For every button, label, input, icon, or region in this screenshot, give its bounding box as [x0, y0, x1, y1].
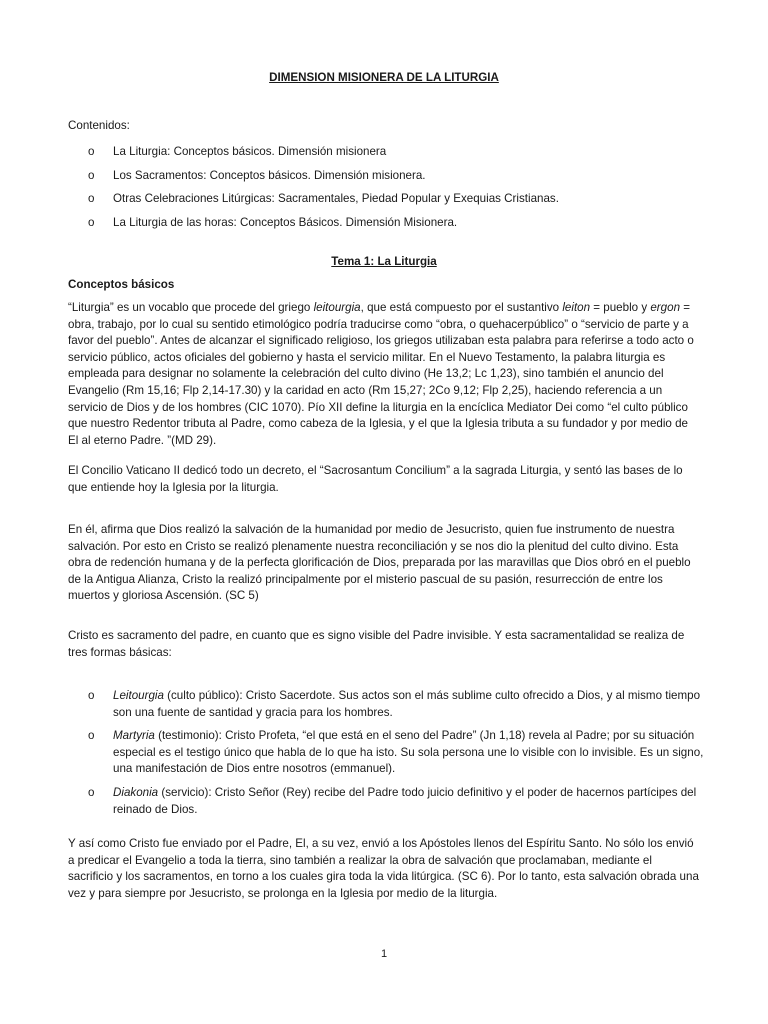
- section-heading: Conceptos básicos: [68, 278, 175, 291]
- bullet-mark: o: [88, 145, 95, 158]
- list-item: o Los Sacramentos: Conceptos básicos. Dimensión misionera.: [68, 164, 708, 188]
- contents-list: [68, 140, 708, 234]
- list-item: o La Liturgia de las horas: Conceptos Básicos. Dimensión Misionera.: [68, 211, 708, 235]
- paragraph-apostoles: Y así como Cristo fue enviado por el Padre, El, a su vez, envió a los Apóstoles llenos del Espíritu Santo. No sólo los envió a predicar el Evangelio a toda la tierra, sino también a realizar la obra de salvación que proclamaban, mediante el sacrificio y los sacramentos, en torno a los cuales gira toda la vida litúrgica. (SC 6). Por lo tanto, esta salvación obrada una vez y para siempre por Jesucristo, se prolonga en la Iglesia por medio de la liturgia.: [68, 837, 699, 900]
- list-item: o Leitourgia (culto público): Cristo Sacerdote. Sus actos son el más sublime culto ofrecido a Dios, y al mismo tiempo son una fuente de santidad y gracia para los hombres.: [88, 689, 701, 719]
- bullet-mark: o: [88, 215, 95, 229]
- list-item: o Otras Celebraciones Litúrgicas: Sacramentales, Piedad Popular y Exequias Cristianas.: [68, 187, 708, 211]
- bullet-mark: o: [88, 192, 95, 206]
- bullet-mark: o: [88, 729, 95, 743]
- paragraph-sacramento: Cristo es sacramento del padre, en cuanto que es signo visible del Padre invisible. Y esta sacramentalidad se realiza de tres formas básicas:: [68, 629, 685, 659]
- list-item: o Diakonia (servicio): Cristo Señor (Rey) recibe del Padre todo juicio definitivo y el poder de hacernos partícipes del reinado de Dios.: [88, 785, 697, 816]
- bullet-mark: o: [88, 689, 95, 702]
- bullet-mark: o: [88, 168, 95, 182]
- contents-label: Contenidos:: [68, 119, 130, 132]
- list-item: o Martyria (testimonio): Cristo Profeta, “el que está en el seno del Padre” (Jn 1,18) revela al Padre; por su situación especial es el testigo único que habla de lo que ha isto. Su sola persona une lo visible con lo invisible. Es un signo, una manifestación de Dios entre nosotros (emmanuel).: [88, 729, 704, 776]
- paragraph-salvacion: En él, afirma que Dios realizó la salvación de la humanidad por medio de Jesucristo, quien fue instrumento de nuestra salvación. Por esto en Cristo se realizó plenamente nuestra reconciliación y se nos dio la plenitud del culto divino. Esta obra de redención humana y de la perfecta glorificación de Dios, preparada por las maravillas que Dios obró en el pueblo de la Antigua Alianza, Cristo la realizó principalmente por el misterio pascual de su pasión, resurrección de entre los muertos y gloriosa Ascensión. (SC 5): [68, 523, 691, 603]
- paragraph-concilio: El Concilio Vaticano II dedicó todo un decreto, el “Sacrosantum Concilium” a la sagrada Liturgia, y sentó las bases de lo que entiende hoy la Iglesia por la liturgia.: [68, 464, 683, 494]
- paragraph-liturgia-definition: “Liturgia” es un vocablo que procede del griego leitourgia, que está compuesto por el sustantivo leiton = pueblo y ergon = obra, trabajo, por lo cual su sentido etimológico podría traducirse como “obra, o quehacerpúblico” o “servicio de parte y a favor del pueblo”. Antes de alcanzar el significado religioso, los griegos utilizaban esta palabra para referirse a todo acto o servicio público, actos oficiales del gobierno y hasta el servicio militar. En el Nuevo Testamento, la palabra liturgia es empleada para designar no solamente la celebración del culto divino (He 13,2; Lc 1,23), sino también el anuncio del Evangelio (Rm 15,16; Flp 2,14-17.30) y la caridad en acto (Rm 15,27; 2Co 9,12; Flp 2,25), haciendo referencia a un servicio de Dios y de los hombres (CIC 1070). Pío XII define la liturgia en la encíclica Mediator Dei como “el culto público que nuestro Redentor tributa al Padre, como cabeza de la Iglesia, y el que la Iglesia tributa a su fundador y por medio de El al eterno Padre. ”(MD 29).: [68, 301, 694, 447]
- list-item: o La Liturgia: Conceptos básicos. Dimensión misionera: [68, 140, 708, 164]
- bullet-mark: o: [88, 785, 95, 799]
- forms-list: [68, 688, 708, 818]
- tema-title: Tema 1: La Liturgia: [331, 255, 437, 268]
- page-number: 1: [380, 948, 388, 960]
- document-title: DIMENSION MISIONERA DE LA LITURGIA: [269, 71, 499, 84]
